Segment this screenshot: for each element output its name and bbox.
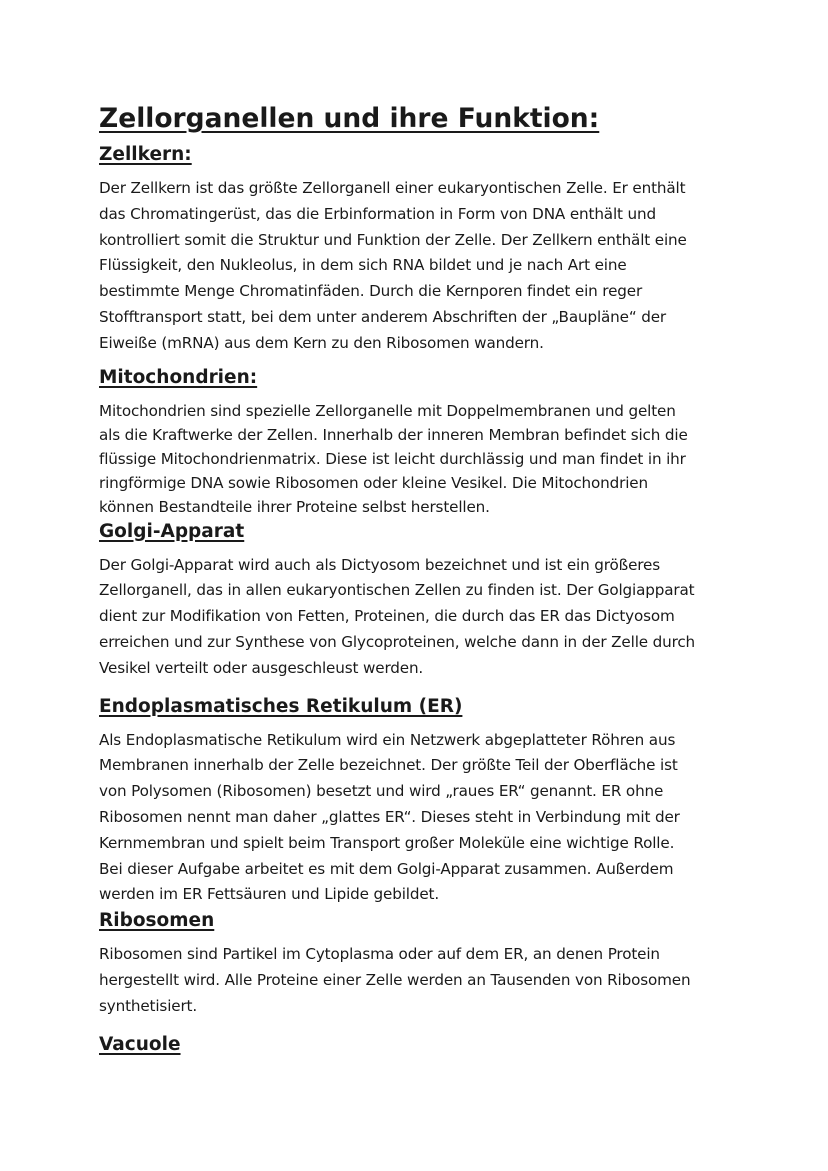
section-body-ribosomen: [99, 942, 739, 1019]
text-line: bestimmte Menge Chromatinfäden. Durch die Kernporen findet ein reger: [99, 282, 643, 301]
text-line: werden im ER Fettsäuren und Lipide gebildet.: [99, 885, 440, 904]
text-line: kontrolliert somit die Struktur und Funktion der Zelle. Der Zellkern enthält eine: [99, 230, 687, 249]
section-heading-zellkern: Zellkern:: [99, 144, 192, 165]
text-line: Mitochondrien sind spezielle Zellorganelle mit Doppelmembranen und gelten: [99, 401, 676, 420]
section-body-er: [99, 728, 739, 909]
text-line: dient zur Modifikation von Fetten, Proteinen, die durch das ER das Dictyosom: [99, 607, 675, 626]
text-line: ringförmige DNA sowie Ribosomen oder kleine Vesikel. Die Mitochondrien: [99, 473, 648, 492]
document-title: Zellorganellen und ihre Funktion:: [99, 103, 600, 134]
section-zellkern: [99, 142, 739, 357]
text-line: hergestellt wird. Alle Proteine einer Zelle werden an Tausenden von Ribosomen: [99, 970, 691, 989]
section-golgi-apparat: [99, 519, 739, 682]
text-line: Als Endoplasmatische Retikulum wird ein Netzwerk abgeplatteter Röhren aus: [99, 730, 676, 749]
text-line: von Polysomen (Ribosomen) besetzt und wird „raues ER“ genannt. ER ohne: [99, 782, 664, 801]
text-line: Ribosomen nennt man daher „glattes ER“. Dieses steht in Verbindung mit der: [99, 807, 680, 826]
text-line: Eiweiße (mRNA) aus dem Kern zu den Ribosomen wandern.: [99, 333, 544, 352]
text-line: flüssige Mitochondrienmatrix. Diese ist leicht durchlässig und man findet in ihr: [99, 449, 686, 468]
text-line: erreichen und zur Synthese von Glycoproteinen, welche dann in der Zelle durch: [99, 632, 696, 651]
section-vacuole: [99, 1032, 739, 1058]
text-line: das Chromatingerüst, das die Erbinformation in Form von DNA enthält und: [99, 204, 656, 223]
text-line: Der Zellkern ist das größte Zellorganell einer eukaryontischen Zelle. Er enthält: [99, 179, 686, 197]
text-line: Stofftransport statt, bei dem unter anderem Abschriften der „Baupläne“ der: [99, 307, 667, 326]
text-line: Zellorganell, das in allen eukaryontischen Zellen zu finden ist. Der Golgiapparat: [99, 581, 695, 600]
text-line: Bei dieser Aufgabe arbeitet es mit dem Golgi-Apparat zusammen. Außerdem: [99, 859, 674, 878]
section-heading-vacuole: Vacuole: [99, 1033, 181, 1055]
text-line: Vesikel verteilt oder ausgeschleust werden.: [99, 658, 424, 677]
section-heading-golgi-apparat: Golgi-Apparat: [99, 520, 245, 542]
section-heading-mitochondrien: Mitochondrien:: [99, 366, 258, 388]
text-line: Der Golgi-Apparat wird auch als Dictyosom bezeichnet und ist ein größeres: [99, 555, 660, 574]
section-body-golgi-apparat: [99, 553, 739, 682]
section-mitochondrien: [99, 365, 739, 519]
section-body-mitochondrien: [99, 399, 739, 519]
text-line: synthetisiert.: [99, 996, 198, 1015]
text-line: Kernmembran und spielt beim Transport großer Moleküle eine wichtige Rolle.: [99, 833, 675, 852]
text-line: Flüssigkeit, den Nukleolus, in dem sich RNA bildet und je nach Art eine: [99, 256, 627, 275]
text-line: können Bestandteile ihrer Proteine selbst herstellen.: [99, 497, 490, 516]
section-endoplasmatisches-retikulum: [99, 694, 739, 909]
text-line: als die Kraftwerke der Zellen. Innerhalb der inneren Membran befindet sich die: [99, 425, 688, 444]
section-body-zellkern: [99, 176, 739, 357]
text-line: Ribosomen sind Partikel im Cytoplasma oder auf dem ER, an denen Protein: [99, 945, 660, 964]
section-heading-ribosomen: Ribosomen: [99, 910, 215, 932]
section-ribosomen: [99, 908, 739, 1019]
document-page: [99, 100, 739, 1058]
section-heading-er: Endoplasmatisches Retikulum (ER): [99, 695, 463, 717]
text-line: Membranen innerhalb der Zelle bezeichnet. Der größte Teil der Oberfläche ist: [99, 756, 678, 775]
